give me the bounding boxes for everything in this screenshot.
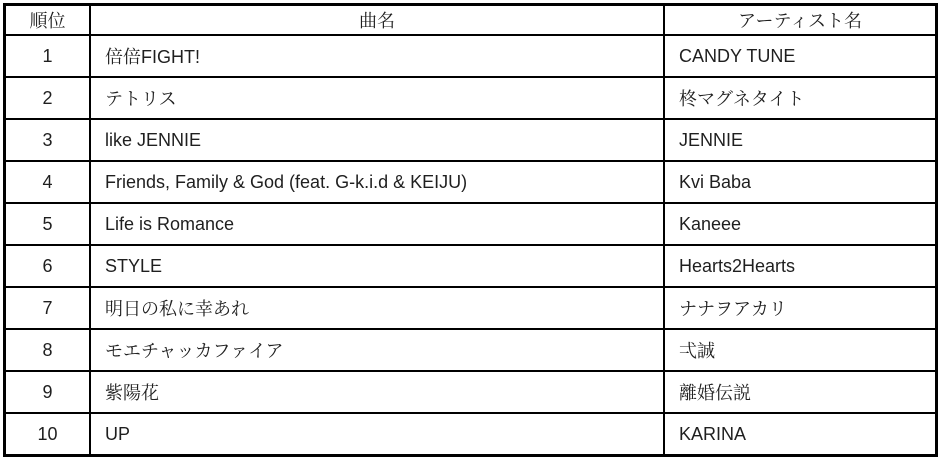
rank-cell: 3 bbox=[5, 119, 91, 161]
song-cell: 倍倍FIGHT! bbox=[90, 35, 664, 77]
song-cell: テトリス bbox=[90, 77, 664, 119]
artist-cell: CANDY TUNE bbox=[664, 35, 937, 77]
table-row bbox=[5, 119, 937, 161]
song-cell: モエチャッカファイア bbox=[90, 329, 664, 371]
header-rank: 順位 bbox=[5, 5, 91, 36]
song-cell: like JENNIE bbox=[90, 119, 664, 161]
table-row bbox=[5, 371, 937, 413]
table-row bbox=[5, 77, 937, 119]
song-cell: 紫陽花 bbox=[90, 371, 664, 413]
artist-cell: Hearts2Hearts bbox=[664, 245, 937, 287]
artist-cell: JENNIE bbox=[664, 119, 937, 161]
song-cell: Friends, Family & God (feat. G-k.i.d & KEIJU) bbox=[90, 161, 664, 203]
rank-cell: 7 bbox=[5, 287, 91, 329]
rank-cell: 4 bbox=[5, 161, 91, 203]
ranking-table bbox=[3, 3, 938, 457]
artist-cell: ナナヲアカリ bbox=[664, 287, 937, 329]
rank-cell: 1 bbox=[5, 35, 91, 77]
table-body bbox=[5, 35, 937, 456]
song-cell: Life is Romance bbox=[90, 203, 664, 245]
rank-cell: 5 bbox=[5, 203, 91, 245]
table-row bbox=[5, 329, 937, 371]
artist-cell: 弌誠 bbox=[664, 329, 937, 371]
header-song: 曲名 bbox=[90, 5, 664, 36]
table-row bbox=[5, 413, 937, 456]
artist-cell: Kaneee bbox=[664, 203, 937, 245]
artist-cell: Kvi Baba bbox=[664, 161, 937, 203]
rank-cell: 10 bbox=[5, 413, 91, 456]
table-row bbox=[5, 245, 937, 287]
header-artist: アーティスト名 bbox=[664, 5, 937, 36]
table-row bbox=[5, 35, 937, 77]
table-row bbox=[5, 161, 937, 203]
artist-cell: 離婚伝説 bbox=[664, 371, 937, 413]
header-row bbox=[5, 5, 937, 36]
table-row bbox=[5, 203, 937, 245]
rank-cell: 2 bbox=[5, 77, 91, 119]
song-cell: STYLE bbox=[90, 245, 664, 287]
song-cell: 明日の私に幸あれ bbox=[90, 287, 664, 329]
table-row bbox=[5, 287, 937, 329]
rank-cell: 9 bbox=[5, 371, 91, 413]
song-cell: UP bbox=[90, 413, 664, 456]
rank-cell: 6 bbox=[5, 245, 91, 287]
artist-cell: 柊マグネタイト bbox=[664, 77, 937, 119]
artist-cell: KARINA bbox=[664, 413, 937, 456]
rank-cell: 8 bbox=[5, 329, 91, 371]
table-header bbox=[5, 5, 937, 36]
